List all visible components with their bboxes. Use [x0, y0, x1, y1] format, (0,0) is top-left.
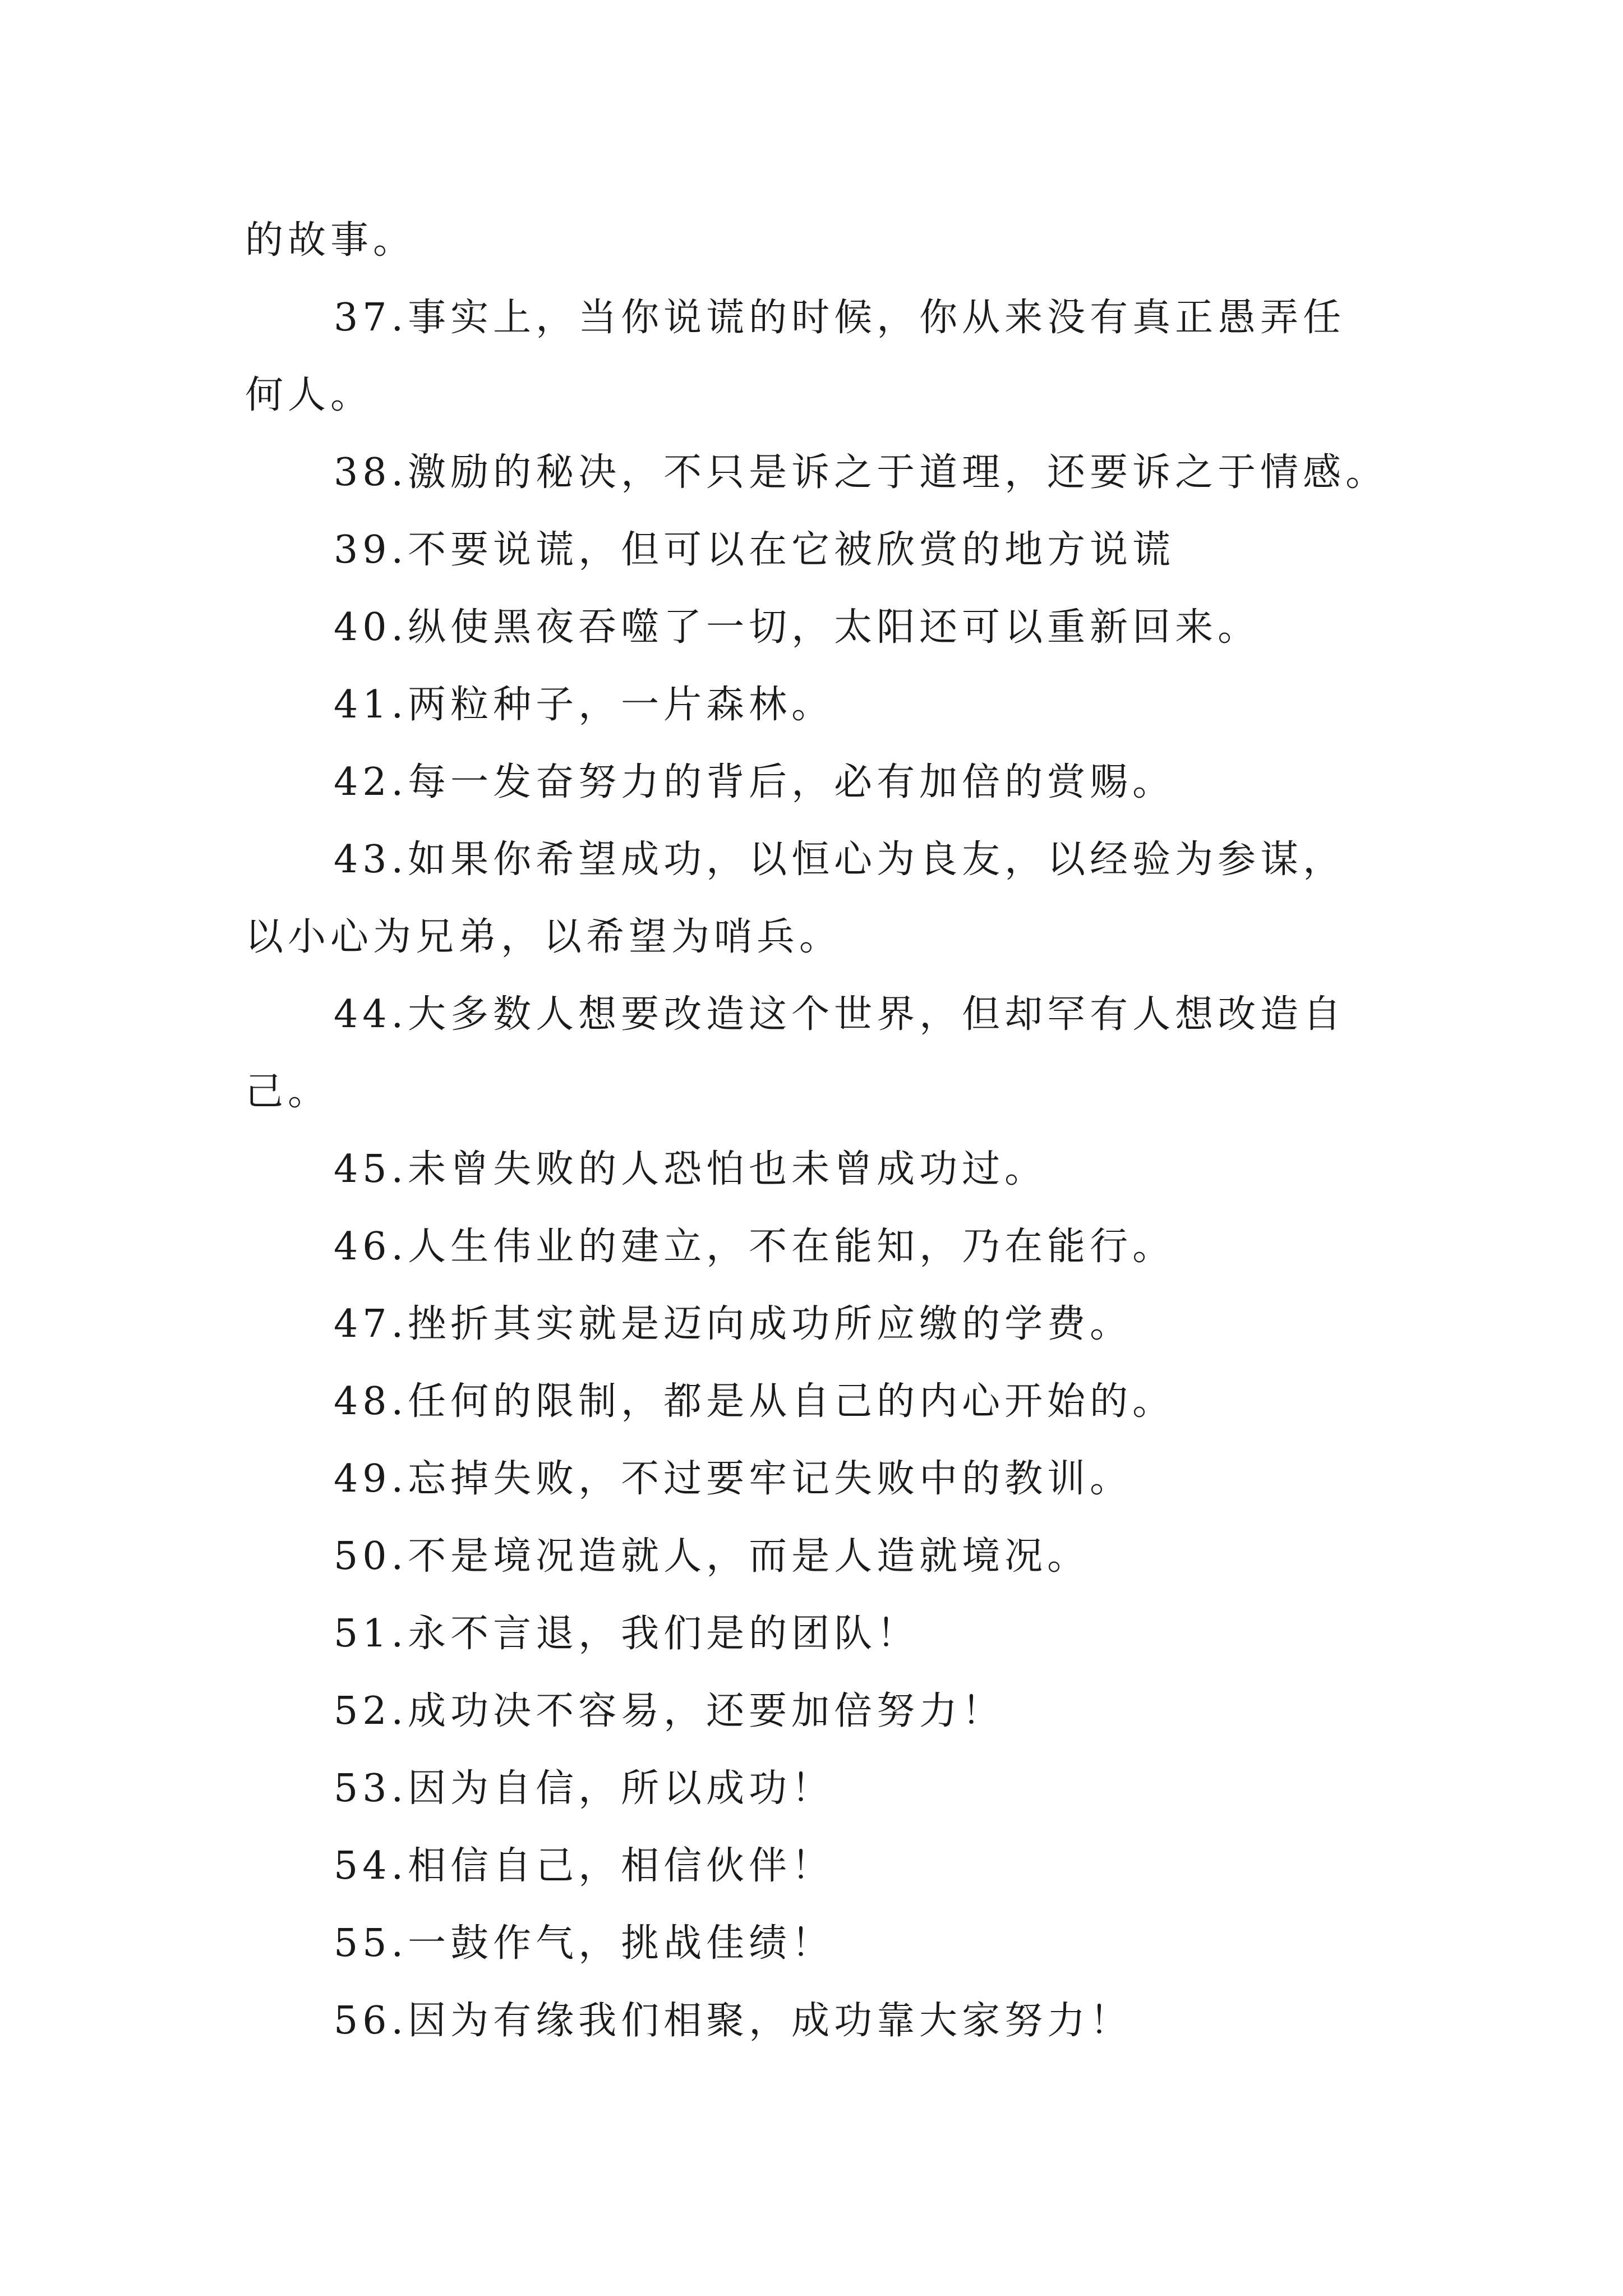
list-item-42: 42.每一发奋努力的背后，必有加倍的赏赐。: [334, 760, 1175, 804]
text-line: 以小心为兄弟，以希望为哨兵。: [245, 915, 842, 959]
list-item-43: 43.如果你希望成功，以恒心为良友，以经验为参谋，: [334, 838, 1346, 882]
list-item-40: 40.纵使黑夜吞噬了一切，太阳还可以重新回来。: [334, 605, 1261, 650]
list-item-50: 50.不是境况造就人，而是人造就境况。: [334, 1534, 1090, 1579]
text-line: 的故事。: [245, 218, 416, 263]
list-item-53: 53.因为自信，所以成功！: [334, 1766, 834, 1811]
text-line: 何人。: [245, 373, 374, 417]
list-item-56: 56.因为有缘我们相聚，成功靠大家努力！: [334, 1999, 1133, 2043]
list-item-37: 37.事实上，当你说谎的时候，你从来没有真正愚弄任: [334, 296, 1346, 340]
list-item-44: 44.大多数人想要改造这个世界，但却罕有人想改造自: [334, 992, 1346, 1037]
list-item-39: 39.不要说谎，但可以在它被欣赏的地方说谎: [334, 528, 1175, 572]
list-item-51: 51.永不言退，我们是的团队！: [334, 1612, 920, 1656]
list-item-55: 55.一鼓作气，挑战佳绩！: [334, 1921, 834, 1966]
list-item-46: 46.人生伟业的建立，不在能知，乃在能行。: [334, 1225, 1175, 1269]
list-item-48: 48.任何的限制，都是从自己的内心开始的。: [334, 1379, 1175, 1424]
list-item-45: 45.未曾失败的人恐怕也未曾成功过。: [334, 1147, 1048, 1191]
list-item-38: 38.激励的秘决，不只是诉之于道理，还要诉之于情感。: [334, 450, 1389, 495]
document-body: [245, 202, 1389, 2060]
list-item-52: 52.成功决不容易，还要加倍努力！: [334, 1689, 1005, 1733]
list-item-47: 47.挫折其实就是迈向成功所应缴的学费。: [334, 1302, 1133, 1346]
text-line: 己。: [245, 1070, 331, 1114]
list-item-41: 41.两粒种子，一片森林。: [334, 683, 834, 727]
list-item-49: 49.忘掉失败，不过要牢记失败中的教训。: [334, 1457, 1133, 1501]
list-item-54: 54.相信自己，相信伙伴！: [334, 1844, 834, 1888]
